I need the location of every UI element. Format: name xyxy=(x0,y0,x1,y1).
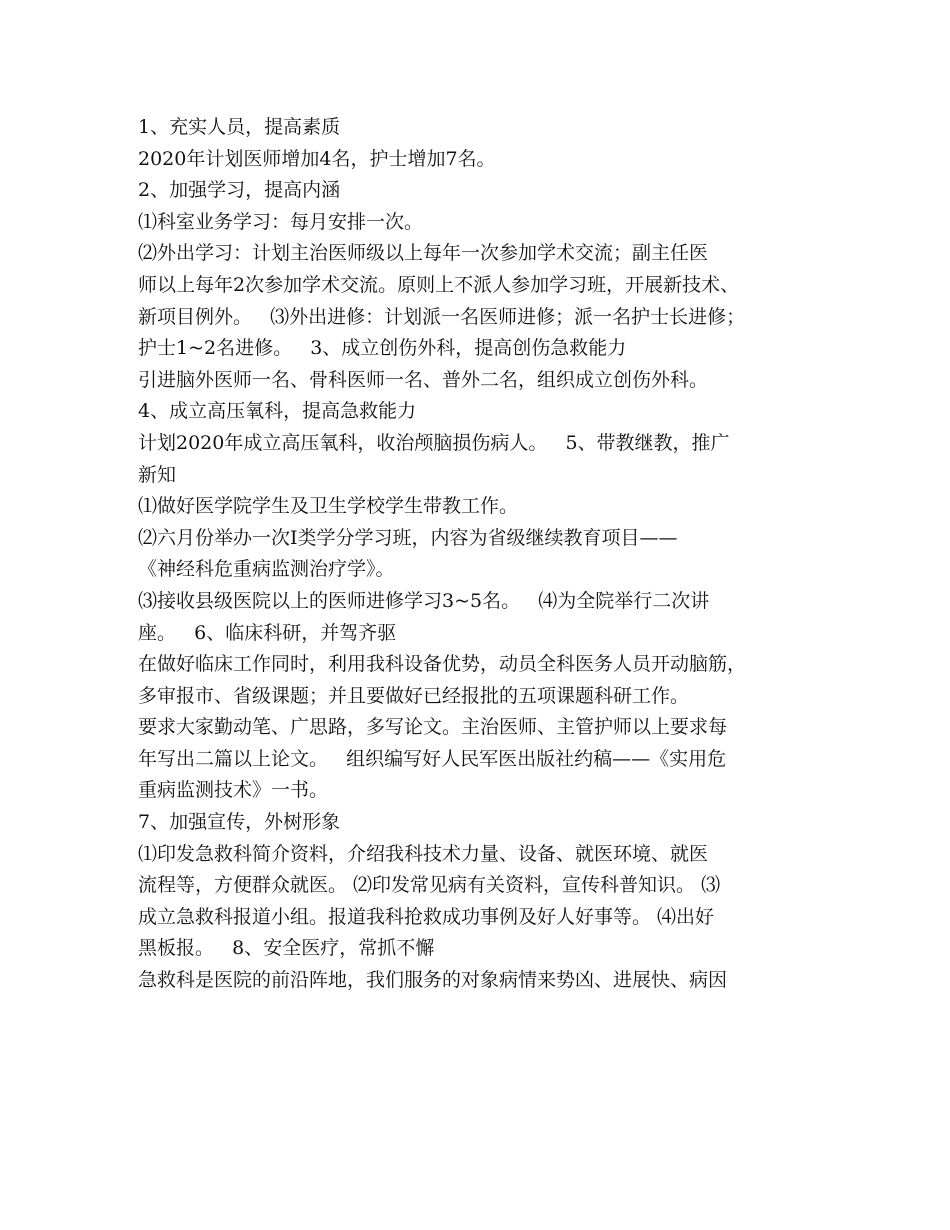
text-line: 7、加强宣传，外树形象 xyxy=(138,811,341,834)
text-line: ⑴科室业务学习：每月安排一次。 xyxy=(138,210,424,233)
text-line: 成立急救科报道小组。报道我科抢救成功事例及好人好事等。 ⑷出好 xyxy=(138,905,715,928)
text-line: ⑵六月份举办一次Ⅰ类学分学习班，内容为省级继续教育项目—— xyxy=(138,526,678,549)
text-line: 计划2020年成立高压氧科，收治颅脑损伤病人。 5、带教继教，推广 xyxy=(138,431,730,454)
text-line: 在做好临床工作同时，利用我科设备优势，动员全科医务人员开动脑筋， xyxy=(138,653,747,676)
text-line: 年写出二篇以上论文。 组织编写好人民军医出版社约稿——《实用危 xyxy=(138,747,727,770)
text-line: 师以上每年2次参加学术交流。原则上不派人参加学习班，开展新技术、 xyxy=(138,273,740,296)
text-line: 新知 xyxy=(138,463,177,486)
text-line: 多审报市、省级课题；并且要做好已经报批的五项课题科研工作。 xyxy=(138,684,690,707)
text-line: 4、成立高压氧科，提高急救能力 xyxy=(138,400,417,423)
text-line: 重病监测技术》一书。 xyxy=(138,779,329,802)
text-line: 急救科是医院的前沿阵地，我们服务的对象病情来势凶、进展快、病因 xyxy=(138,969,728,992)
document-body xyxy=(138,112,818,997)
text-line: 新项目例外。 ⑶外出进修：计划派一名医师进修；派一名护士长进修； xyxy=(138,305,746,328)
text-line: ⑴做好医学院学生及卫生学校学生带教工作。 xyxy=(138,495,519,518)
text-line: 黑板报。 8、安全医疗，常抓不懈 xyxy=(138,937,435,960)
text-line: ⑶接收县级医院以上的医师进修学习3~5名。 ⑷为全院举行二次讲 xyxy=(138,589,710,612)
text-line: 《神经科危重病监测治疗学》。 xyxy=(138,558,395,581)
text-line: 引进脑外医师一名、骨科医师一名、普外二名，组织成立创伤外科。 xyxy=(138,368,709,391)
text-line: 护士1~2名进修。 3、成立创伤外科，提高创伤急救能力 xyxy=(138,337,627,360)
text-line: 1、充实人员，提高素质 xyxy=(138,116,341,138)
text-line: 要求大家勤动笔、广思路，多写论文。主治医师、主管护师以上要求每 xyxy=(138,716,728,739)
text-line: 座。 6、临床科研，并驾齐驱 xyxy=(138,621,397,644)
text-line: 流程等，方便群众就医。 ⑵印发常见病有关资料，宣传科普知识。 ⑶ xyxy=(138,874,721,897)
text-line: 2、加强学习，提高内涵 xyxy=(138,179,341,202)
text-line: 2020年计划医师增加4名，护士增加7名。 xyxy=(138,147,496,170)
text-line: ⑴印发急救科简介资料，介绍我科技术力量、设备、就医环境、就医 xyxy=(138,842,709,865)
text-line: ⑵外出学习：计划主治医师级以上每年一次参加学术交流；副主任医 xyxy=(138,242,709,265)
